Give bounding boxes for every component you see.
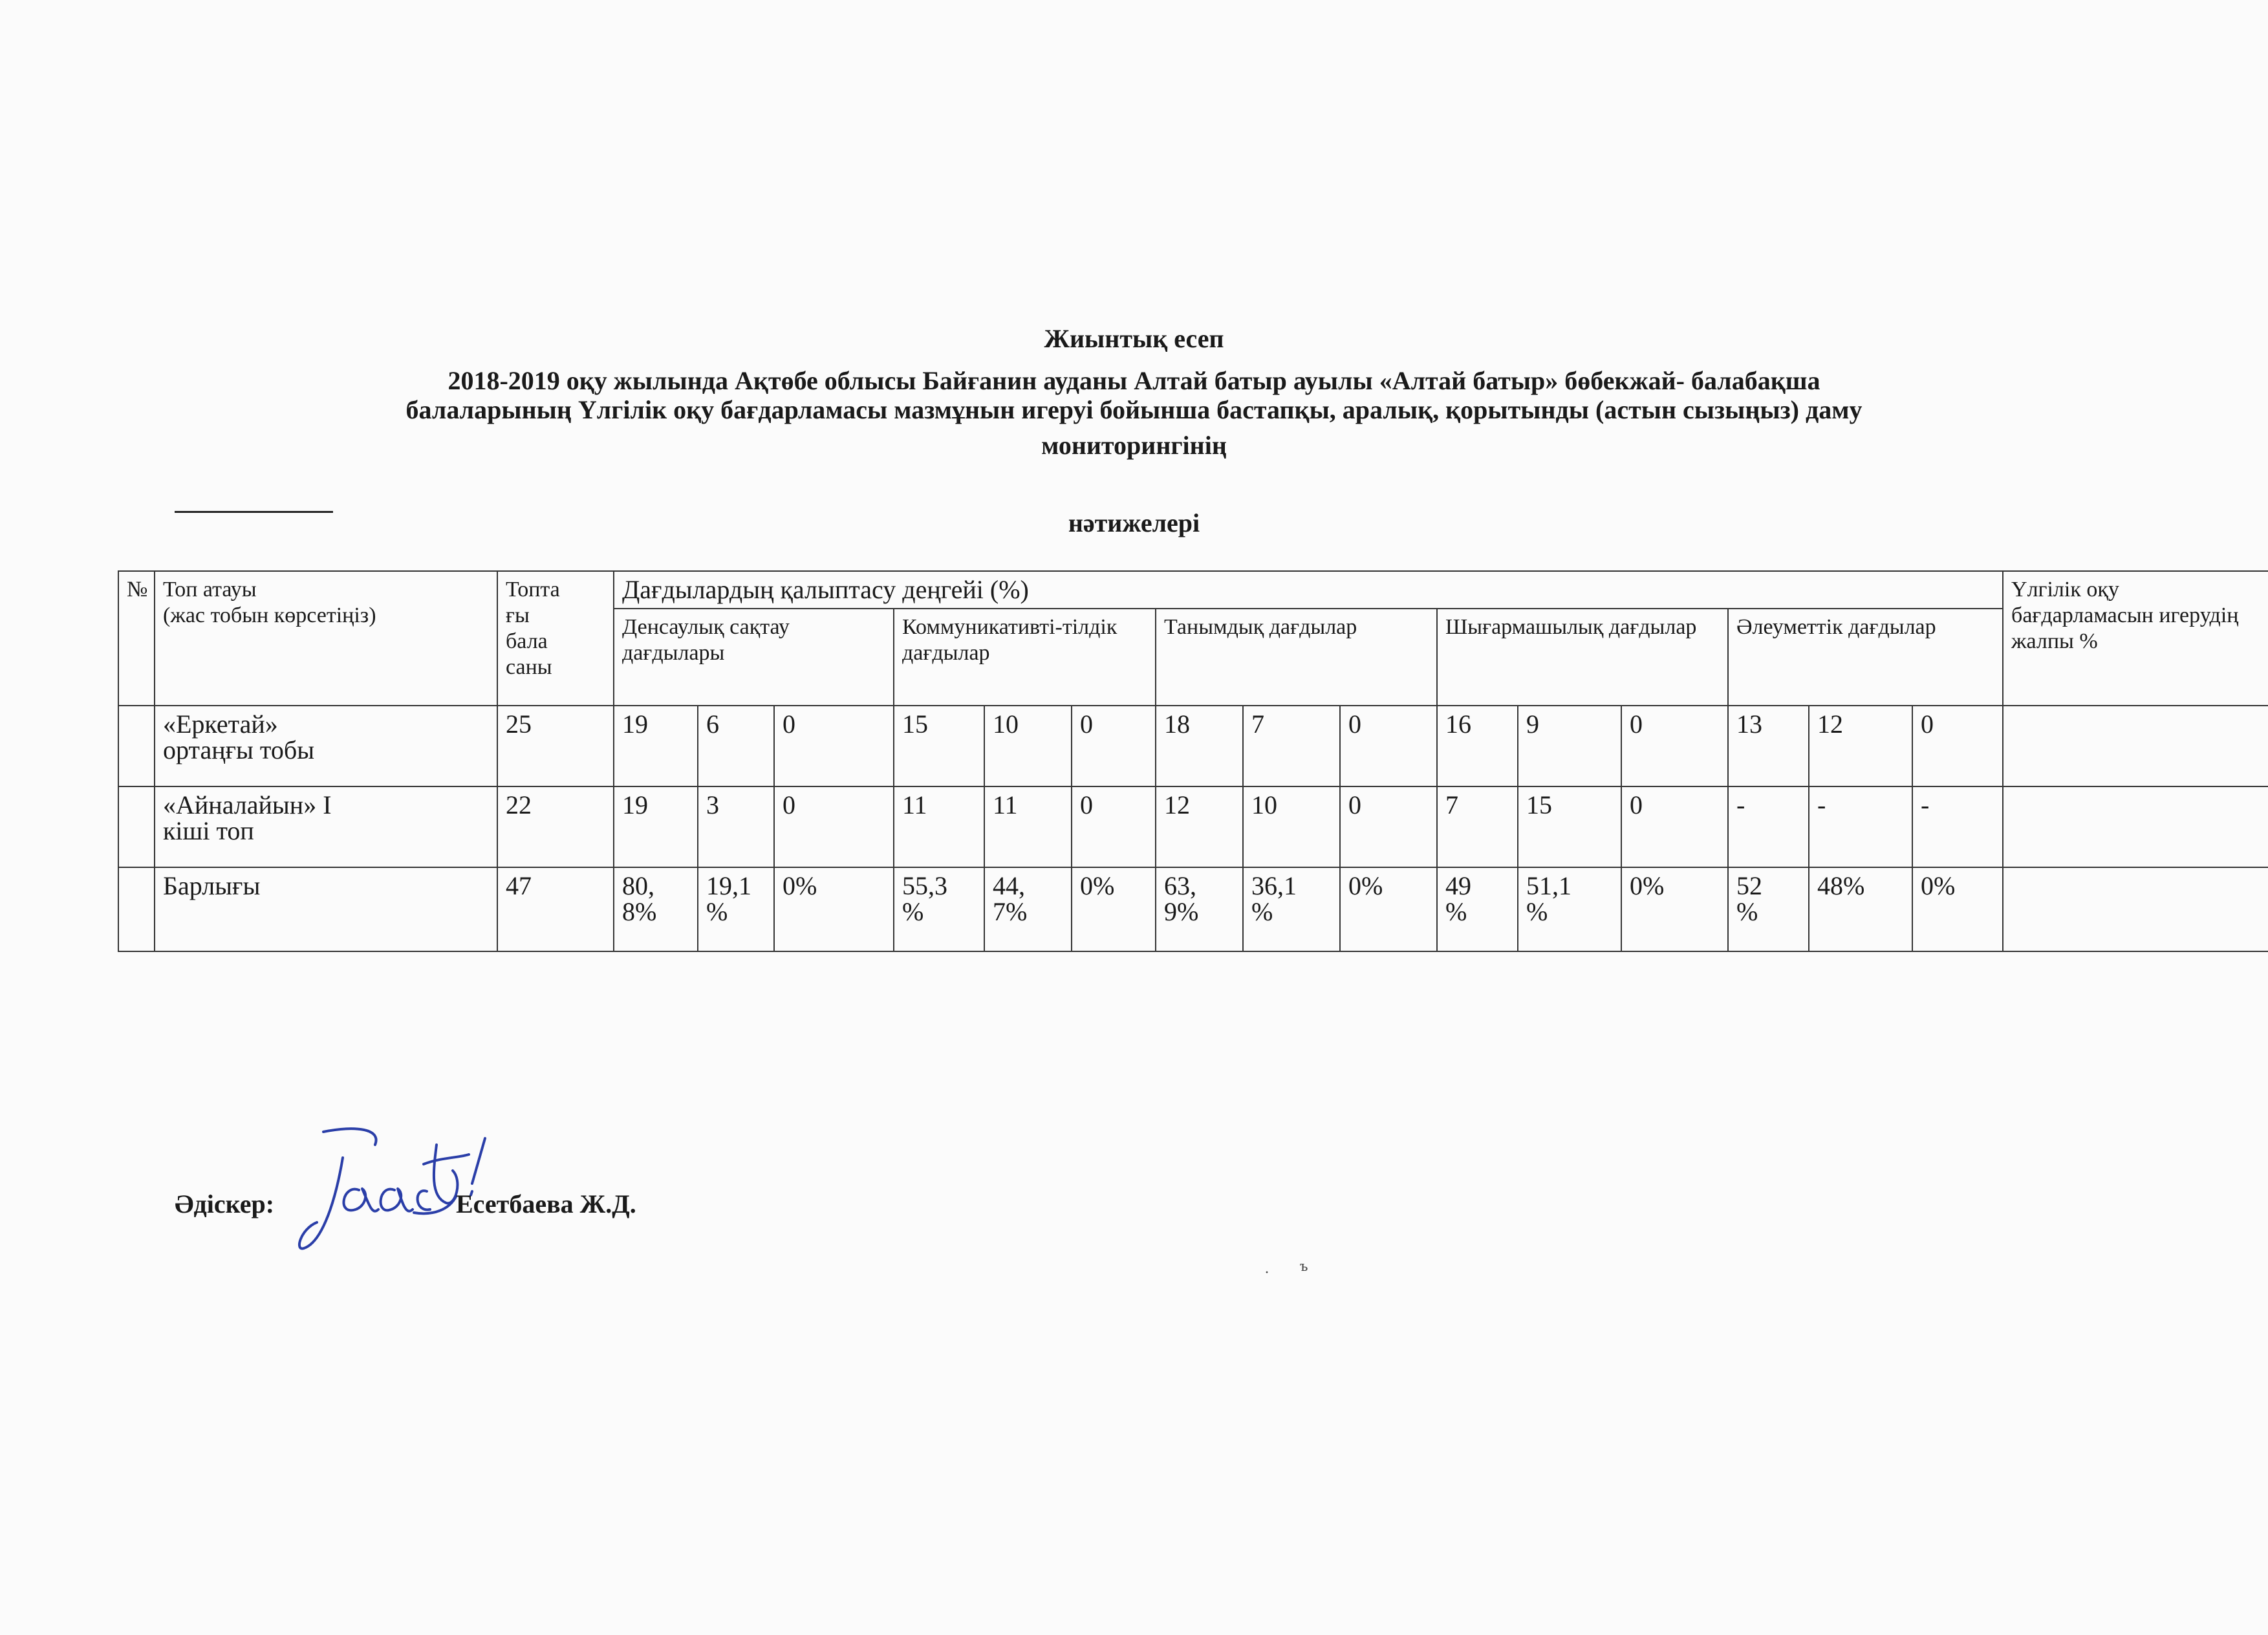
skill-value-cell: 7: [1243, 706, 1340, 786]
skill-value-cell: 49 %: [1437, 867, 1518, 951]
skill-value-cell: 16: [1437, 706, 1518, 786]
skill-value-cell: 12: [1156, 786, 1243, 867]
row-num-cell: [118, 867, 155, 951]
report-subtitle-line4: нәтижелері: [1068, 508, 1200, 537]
skill-value-cell: 0: [1912, 706, 2003, 786]
overall-cell: [2003, 706, 2268, 786]
report-subtitle-line3: мониторингінің: [1041, 431, 1227, 460]
skill-value-cell: 7: [1437, 786, 1518, 867]
skill-value-cell: 0%: [774, 867, 894, 951]
skill-value-cell: 9: [1518, 706, 1621, 786]
signature-label: Әдіскер:: [175, 1189, 275, 1218]
header-health-skills: Денсаулық сақтау дағдылары: [614, 609, 894, 706]
header-children-count: Топта ғы бала саны: [497, 571, 614, 706]
skill-value-cell: 0: [1621, 786, 1728, 867]
skill-value-cell: 11: [894, 786, 984, 867]
skill-value-cell: 0: [1621, 706, 1728, 786]
children-count-cell: 22: [497, 786, 614, 867]
report-subtitle-line2: балаларының Үлгілік оқу бағдарламасы мазмұнын игеруі бойынша бастапқы, аралық, қорытынды (астын сызыңыз) даму: [405, 395, 1863, 424]
table-row: [118, 706, 2268, 786]
overall-cell: [2003, 867, 2268, 951]
table-row: [118, 867, 2268, 951]
skill-value-cell: 0%: [1072, 867, 1156, 951]
skill-value-cell: 0%: [1912, 867, 2003, 951]
skill-value-cell: 52 %: [1728, 867, 1809, 951]
skill-value-cell: 3: [698, 786, 774, 867]
header-social-skills: Әлеуметтік дағдылар: [1728, 609, 2003, 706]
skill-value-cell: 18: [1156, 706, 1243, 786]
skill-value-cell: 36,1 %: [1243, 867, 1340, 951]
skill-value-cell: 12: [1809, 706, 1912, 786]
row-num-cell: [118, 706, 155, 786]
skill-value-cell: 19: [614, 786, 698, 867]
header-creative-skills: Шығармашылық дағдылар: [1437, 609, 1728, 706]
skill-value-cell: 63, 9%: [1156, 867, 1243, 951]
skill-value-cell: 51,1 %: [1518, 867, 1621, 951]
skill-value-cell: 0%: [1340, 867, 1437, 951]
paper-speck: ъ: [1300, 1258, 1308, 1275]
table-row: [118, 786, 2268, 867]
monitoring-results-table: [118, 570, 2268, 952]
skill-value-cell: -: [1728, 786, 1809, 867]
skill-value-cell: 10: [984, 706, 1072, 786]
group-name-cell: «Айналайын» І кіші топ: [155, 786, 497, 867]
skill-value-cell: 11: [984, 786, 1072, 867]
skill-value-cell: 0: [1072, 786, 1156, 867]
header-skills-level: Дағдылардың қалыптасу деңгейі (%): [614, 571, 2003, 609]
group-name-cell: «Еркетай» ортаңғы тобы: [155, 706, 497, 786]
header-group-name: Топ атауы (жас тобын көрсетіңіз): [155, 571, 497, 706]
skill-value-cell: 44, 7%: [984, 867, 1072, 951]
paper-speck: ·: [1264, 1264, 1269, 1281]
overall-cell: [2003, 786, 2268, 867]
skill-value-cell: 0: [774, 706, 894, 786]
skill-value-cell: 0: [1340, 706, 1437, 786]
skill-value-cell: 80, 8%: [614, 867, 698, 951]
group-name-cell: Барлығы: [155, 867, 497, 951]
skill-value-cell: 15: [1518, 786, 1621, 867]
skill-value-cell: 15: [894, 706, 984, 786]
skill-value-cell: 6: [698, 706, 774, 786]
skill-value-cell: 19: [614, 706, 698, 786]
children-count-cell: 25: [497, 706, 614, 786]
skill-value-cell: 19,1 %: [698, 867, 774, 951]
skill-value-cell: -: [1912, 786, 2003, 867]
children-count-cell: 47: [497, 867, 614, 951]
row-num-cell: [118, 786, 155, 867]
skill-value-cell: 13: [1728, 706, 1809, 786]
skill-value-cell: 48%: [1809, 867, 1912, 951]
header-communicative-skills: Коммуникативті-тілдік дағдылар: [894, 609, 1156, 706]
skill-value-cell: 10: [1243, 786, 1340, 867]
skill-value-cell: 0: [1072, 706, 1156, 786]
skill-value-cell: 0: [774, 786, 894, 867]
report-title: Жиынтық есеп: [1044, 324, 1224, 353]
report-subtitle-line1: 2018-2019 оқу жылында Ақтөбе облысы Байғанин ауданы Алтай батыр ауылы «Алтай батыр» бөбекжай- балабақша: [448, 366, 1820, 395]
signature-name: Есетбаева Ж.Д.: [456, 1189, 636, 1218]
header-cognitive-skills: Танымдық дағдылар: [1156, 609, 1437, 706]
skill-value-cell: 0: [1340, 786, 1437, 867]
skill-value-cell: 0%: [1621, 867, 1728, 951]
header-overall: Үлгілік оқу бағдарламасын игерудің жалпы %: [2003, 571, 2268, 706]
skill-value-cell: 55,3 %: [894, 867, 984, 951]
skill-value-cell: -: [1809, 786, 1912, 867]
header-num: №: [118, 571, 155, 706]
